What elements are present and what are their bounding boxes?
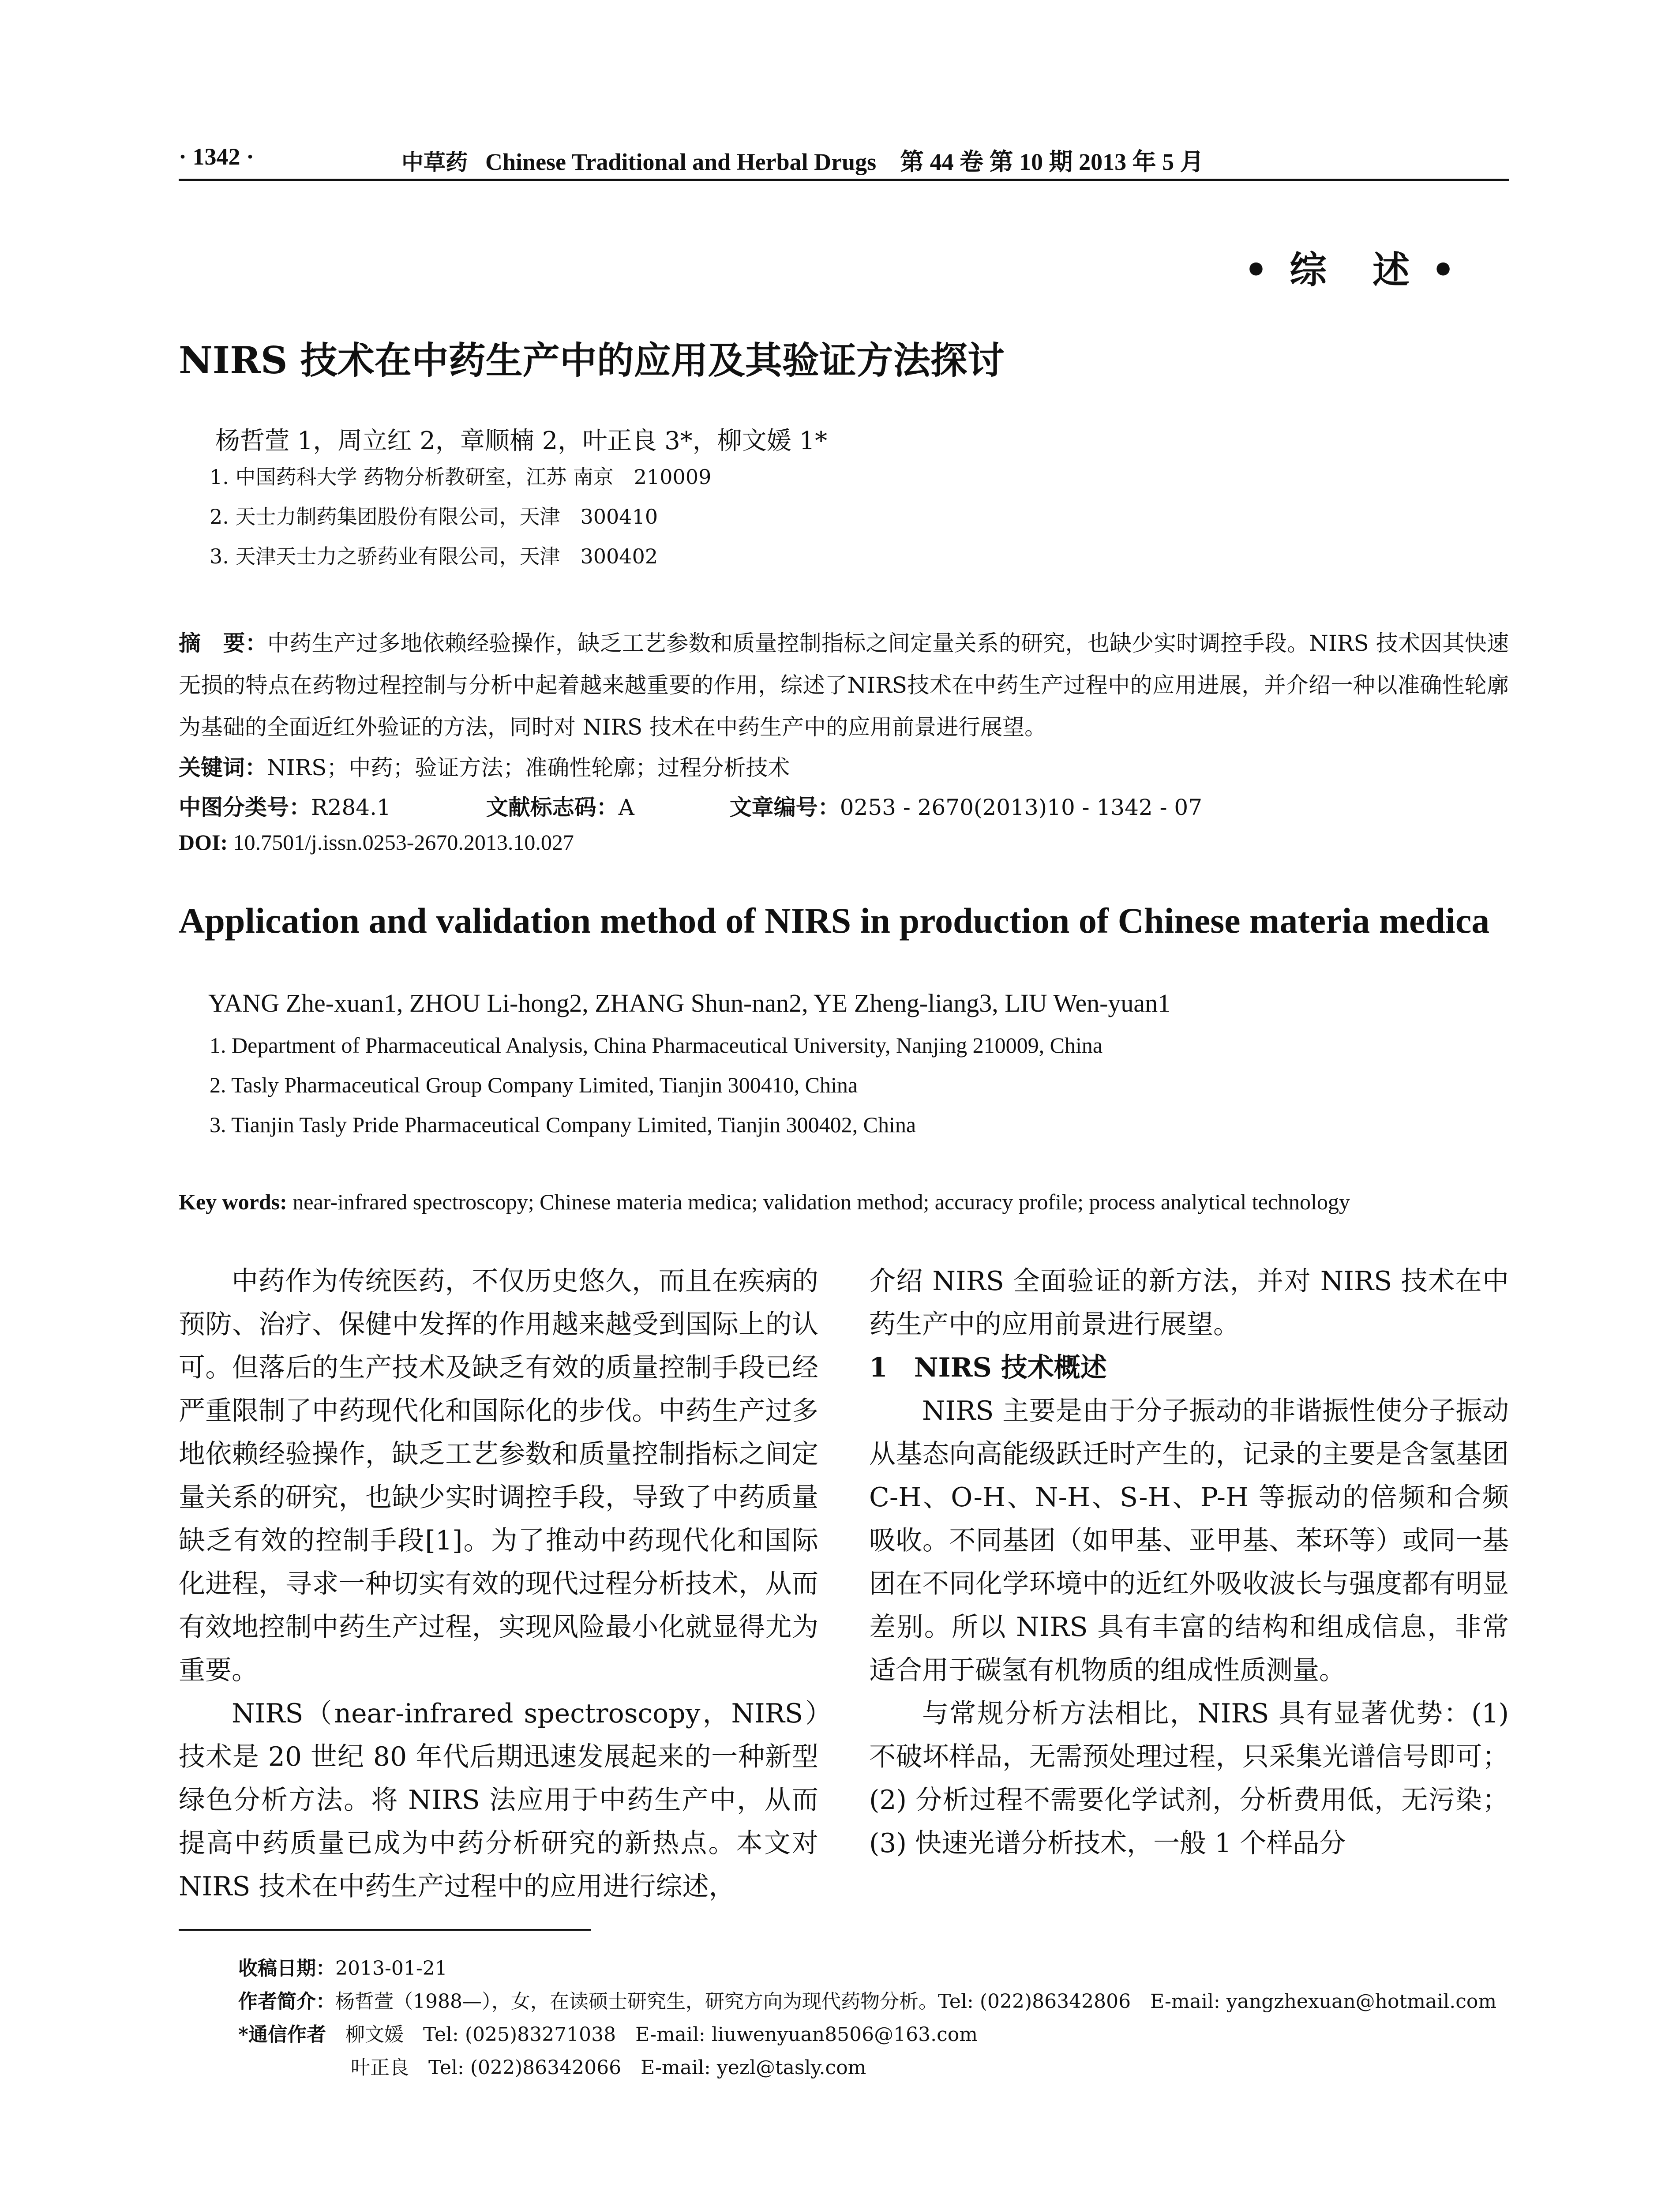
footnote-corresponding-2: 叶正良 Tel: (022)86342066 E-mail: yezl@tasly.com — [351, 2056, 866, 2079]
corresponding-label: *通信作者 — [238, 2023, 326, 2046]
keywords-en-text: near-infrared spectroscopy; Chinese materia medica; validation method; accuracy profile; process analytical technology — [287, 1189, 1350, 1214]
clc-value: R284.1 — [311, 795, 391, 820]
journal-name-cn: 中草药 — [401, 149, 468, 175]
journal-name-en: Chinese Traditional and Herbal Drugs — [485, 149, 877, 175]
received-date: 2013-01-21 — [335, 1957, 447, 1980]
body-paragraph: NIRS 主要是由于分子振动的非谐振性使分子振动从基态向高能级跃迁时产生的，记录的主要是含氢基团 C-H、O-H、N-H、S-H、P-H 等振动的倍频和合频吸收。不同基团（如甲基、亚甲基、苯环等）或同一基团在不同化学环境中的近红外吸收波长与强度都有明显差别。所以 NIRS 具有丰富的结构和组成信息，非常适合用于碳氢有机物质的组成性质测量。 — [869, 1396, 1509, 1686]
keywords-en — [179, 1189, 1350, 1215]
affiliation-en-2: 2. Tasly Pharmaceutical Group Company Limited, Tianjin 300410, China — [210, 1073, 858, 1097]
title-en: Application and validation method of NIRS in production of Chinese materia medica — [179, 900, 1490, 941]
bio-text: 杨哲萱（1988—），女，在读硕士研究生，研究方向为现代药物分析。Tel: (022)86342806 E-mail: yangzhexuan@hotmail.com — [335, 1990, 1497, 2013]
issue-info: 第 44 卷 第 10 期 2013 年 5 月 — [900, 149, 1204, 175]
body-paragraph: 与常规分析方法相比，NIRS 具有显著优势：(1) 不破坏样品，无需预处理过程，只采集光谱信号即可；(2) 分析过程不需要化学试剂，分析费用低，无污染；(3) 快速光谱分析技术，一般 1 个样品分 — [869, 1698, 1509, 1859]
footnote-author-bio — [238, 1985, 1496, 2014]
affiliation-en-1: 1. Department of Pharmaceutical Analysis, China Pharmaceutical University, Nanjing 210009, China — [210, 1033, 1103, 1058]
journal-name — [401, 143, 1204, 177]
footnote-received — [238, 1952, 447, 1981]
authors-en: YANG Zhe-xuan1, ZHOU Li-hong2, ZHANG Shun-nan2, YE Zheng-liang3, LIU Wen-yuan1 — [208, 989, 1171, 1017]
section-tag: • 综 述 • — [1244, 248, 1459, 292]
received-label: 收稿日期： — [238, 1957, 335, 1980]
footnote-corresponding — [238, 2018, 978, 2047]
header-rule — [179, 179, 1509, 181]
corresponding-1: 柳文媛 Tel: (025)83271038 E-mail: liuwenyuan8506@163.com — [326, 2023, 978, 2046]
abstract-label: 摘 要： — [179, 630, 267, 656]
page-number: · 1342 · — [179, 143, 255, 170]
affiliation-en-3: 3. Tianjin Tasly Pride Pharmaceutical Company Limited, Tianjin 300402, China — [210, 1112, 916, 1137]
section-heading: 1 NIRS 技术概述 — [869, 1352, 1107, 1383]
bio-label: 作者简介： — [238, 1990, 335, 2013]
abstract-text: 中药生产过多地依赖经验操作，缺乏工艺参数和质量控制指标之间定量关系的研究，也缺少实时调控手段。NIRS 技术因其快速无损的特点在药物过程控制与分析中起着越来越重要的作用，综述了NIRS技术在中药生产过程中的应用进展，并介绍一种以准确性轮廓为基础的全面近红外验证的方法，同时对 NIRS 技术在中药生产中的应用前景进行展望。 — [179, 630, 1509, 740]
running-header — [179, 140, 1509, 180]
authors-cn: 杨哲萱 1，周立红 2，章顺楠 2，叶正良 3*，柳文媛 1* — [215, 427, 828, 455]
body-paragraph: NIRS（near-infrared spectroscopy，NIRS）技术是 20 世纪 80 年代后期迅速发展起来的一种新型绿色分析方法。将 NIRS 法应用于中药生产中，从而提高中药质量已成为中药分析研究的新热点。本文对 NIRS 技术在中药生产过程中的应用进行综述， — [179, 1698, 818, 1902]
keywords-cn — [179, 750, 790, 782]
keywords-en-label: Key words: — [179, 1189, 287, 1214]
keywords-cn-label: 关键词： — [179, 754, 267, 780]
article-no-value: 0253 - 2670(2013)10 - 1342 - 07 — [840, 795, 1203, 820]
classification-line — [179, 790, 1202, 822]
doi-line — [179, 829, 574, 855]
title-cn: NIRS 技术在中药生产中的应用及其验证方法探讨 — [179, 338, 1005, 382]
article-no-label: 文章编号： — [729, 794, 840, 820]
abstract — [179, 622, 1509, 748]
body-column-right — [869, 1260, 1509, 1865]
affiliation-cn-2: 2. 天士力制药集团股份有限公司，天津 300410 — [210, 505, 658, 529]
footnote-rule — [179, 1929, 591, 1931]
affiliation-cn-1: 1. 中国药科大学 药物分析教研室，江苏 南京 210009 — [210, 465, 712, 489]
body-paragraph-continued: 介绍 NIRS 全面验证的新方法，并对 NIRS 技术在中药生产中的应用前景进行展望。 — [869, 1266, 1509, 1340]
doc-code-label: 文献标志码： — [486, 794, 619, 820]
affiliation-cn-3: 3. 天津天士力之骄药业有限公司，天津 300402 — [210, 544, 658, 568]
keywords-cn-text: NIRS；中药；验证方法；准确性轮廓；过程分析技术 — [267, 755, 790, 780]
body-paragraph: 中药作为传统医药，不仅历史悠久，而且在疾病的预防、治疗、保健中发挥的作用越来越受到国际上的认可。但落后的生产技术及缺乏有效的质量控制手段已经严重限制了中药现代化和国际化的步伐。中药生产过多地依赖经验操作，缺乏工艺参数和质量控制指标之间定量关系的研究，也缺少实时调控手段，导致了中药质量缺乏有效的控制手段[1]。为了推动中药现代化和国际化进程，寻求一种切实有效的现代过程分析技术，从而有效地控制中药生产过程，实现风险最小化就显得尤为重要。 — [179, 1266, 818, 1686]
doc-code-value: A — [618, 795, 634, 820]
clc-label: 中图分类号： — [179, 794, 311, 820]
doi-label: DOI: — [179, 830, 228, 855]
body-column-left — [179, 1260, 818, 1908]
doi-value: 10.7501/j.issn.0253-2670.2013.10.027 — [233, 830, 574, 855]
